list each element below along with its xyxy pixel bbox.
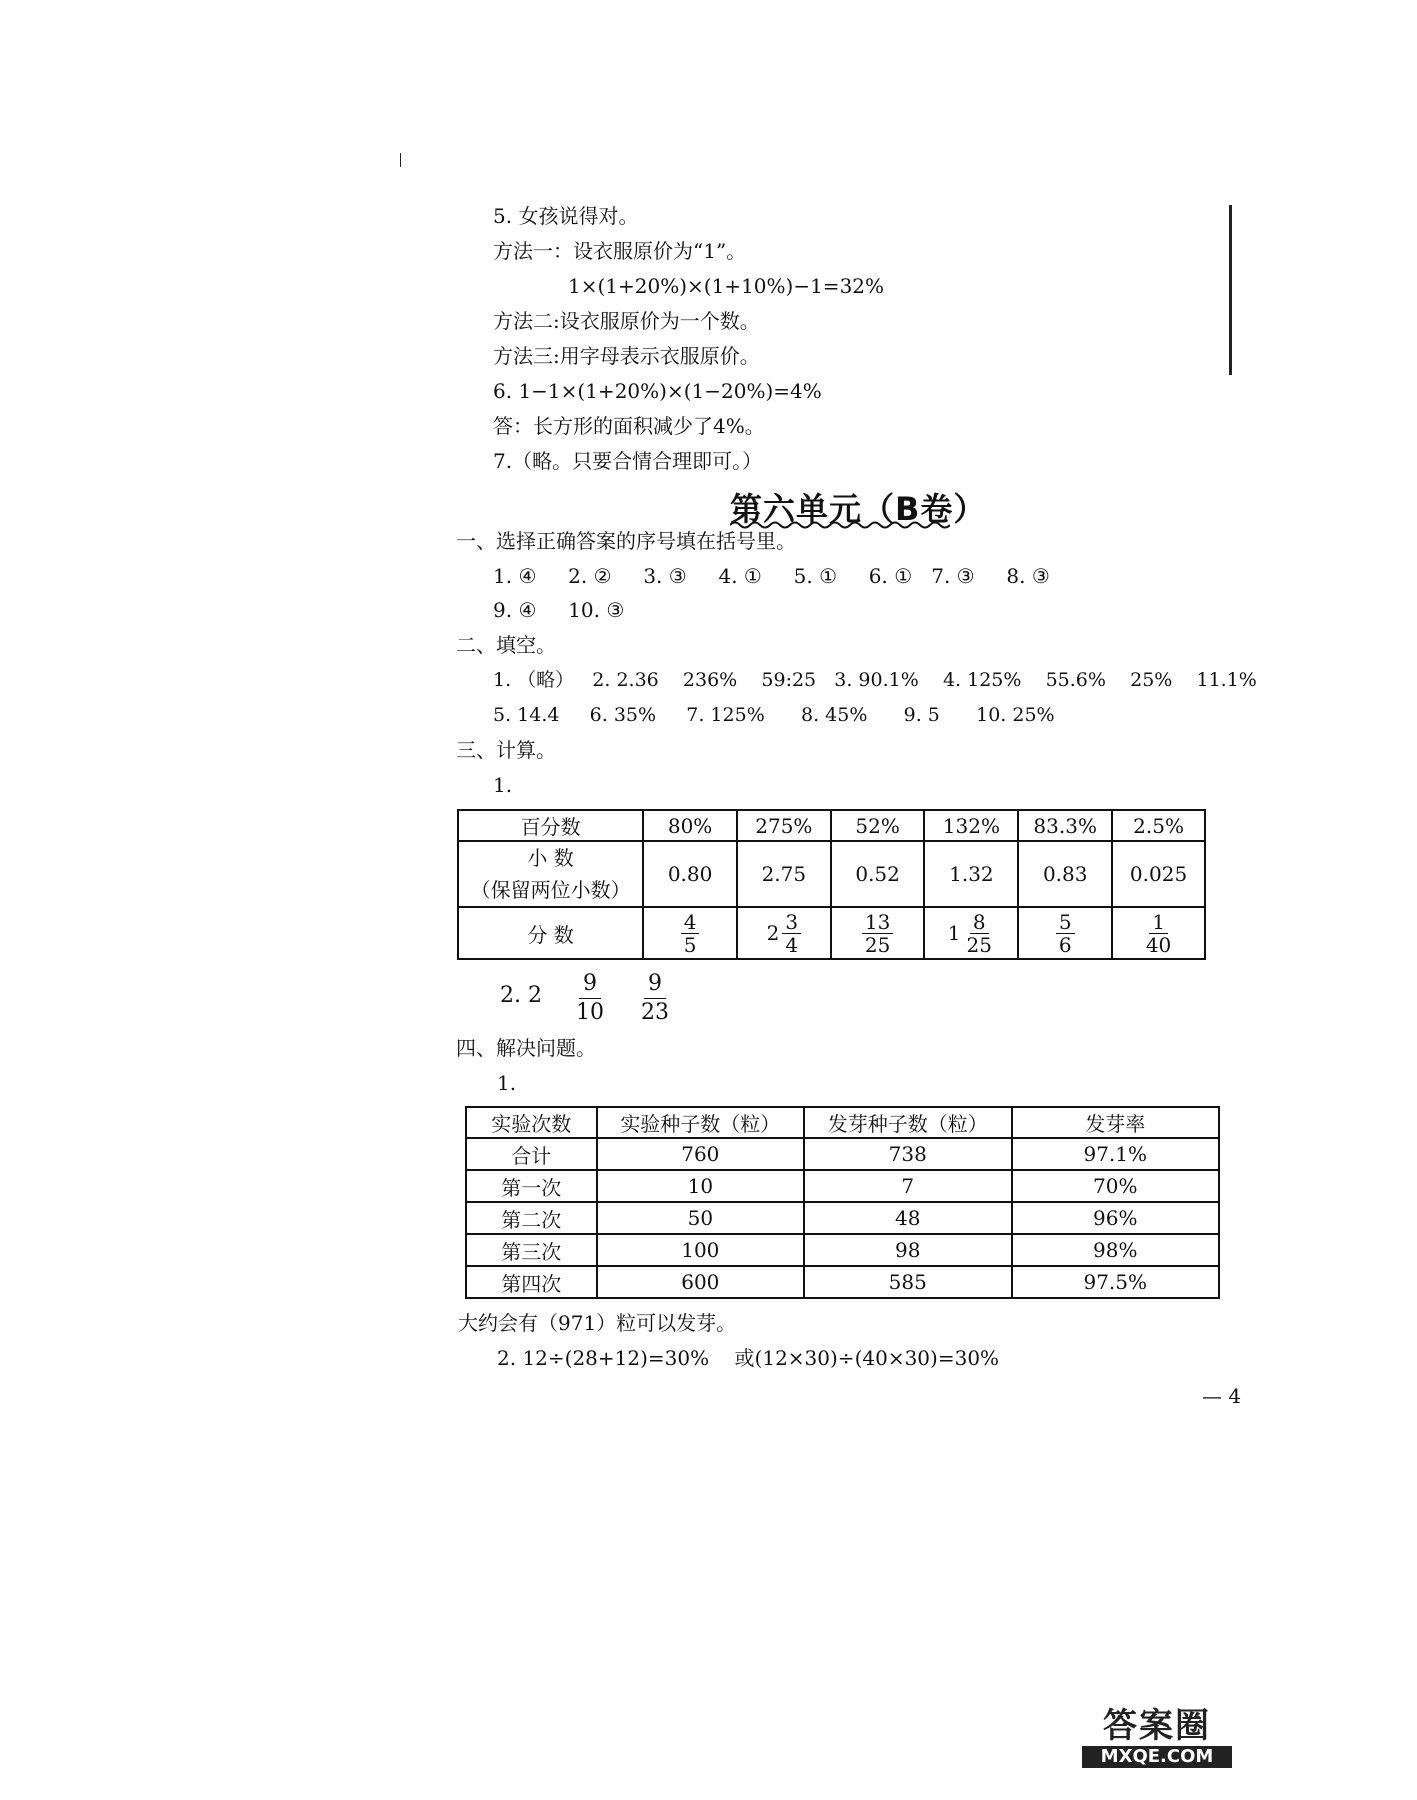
- fraction-denominator: 25: [864, 932, 891, 957]
- header-cell: 发芽率: [1012, 1107, 1220, 1138]
- table-cell: 96%: [1012, 1202, 1220, 1234]
- fraction-denominator: 10: [576, 1000, 604, 1025]
- watermark-bottom: MXQE.COM: [1082, 1746, 1232, 1768]
- decimal-cell: 0.025: [1112, 841, 1205, 907]
- row-label-percent: 百分数: [458, 810, 643, 841]
- fraction-denominator: 6: [1058, 932, 1072, 957]
- percent-cell: 275%: [737, 810, 831, 841]
- part4-q2: 2. 12÷(28+12)=30% 或(12×30)÷(40×30)=30%: [497, 1346, 1000, 1370]
- method2-line: 方法二:设衣服原价为一个数。: [493, 309, 760, 333]
- fraction-whole: 1: [947, 921, 961, 945]
- sub2-fraction-1: [576, 970, 604, 1027]
- fraction-numerator: 8: [970, 911, 989, 934]
- part1-answers-row1: 1. ④ 2. ② 3. ③ 4. ① 5. ① 6. ① 7. ③ 8. ③: [493, 564, 1050, 588]
- decimal-label: 小 数: [527, 846, 574, 870]
- fraction-denominator: 5: [683, 932, 697, 957]
- table-cell: 738: [804, 1138, 1011, 1170]
- q6-line: 6. 1−1×(1+20%)×(1−20%)=4%: [493, 379, 822, 403]
- page-number: — 4: [1202, 1384, 1242, 1408]
- part3-sub1: 1.: [493, 773, 513, 797]
- fraction-cell: [1112, 907, 1205, 959]
- part4-heading: 四、解决问题。: [456, 1036, 596, 1060]
- fraction-cell: [643, 907, 737, 959]
- margin-mark: [400, 153, 401, 167]
- fraction: [964, 911, 995, 956]
- table-cell: 第一次: [466, 1170, 597, 1202]
- decimal-cell: 1.32: [924, 841, 1018, 907]
- percent-cell: 52%: [831, 810, 925, 841]
- part1-answers-row2: 9. ④ 10. ③: [493, 598, 625, 622]
- method3-line: 方法三:用字母表示衣服原价。: [493, 344, 760, 368]
- fraction-denominator: 40: [1145, 932, 1172, 957]
- decimal-cell: 0.83: [1018, 841, 1112, 907]
- fraction-cell: [737, 907, 831, 959]
- decimal-cell: 2.75: [737, 841, 831, 907]
- part3-sub2-label: 2. 2: [500, 983, 542, 1008]
- table-row: [466, 1234, 1219, 1266]
- table-cell: 50: [597, 1202, 804, 1234]
- fraction-numerator: 5: [1056, 911, 1075, 934]
- table-row: [466, 1138, 1219, 1170]
- fraction-denominator: 25: [966, 932, 992, 957]
- table-cell: 585: [804, 1266, 1011, 1298]
- part3-heading: 三、计算。: [456, 738, 556, 762]
- method1-equation: 1×(1+20%)×(1+10%)−1=32%: [568, 274, 885, 298]
- q7-line: 7.（略。只要合情合理即可。）: [493, 449, 763, 473]
- fraction-cell: [1018, 907, 1112, 959]
- sub2-fraction-2: [641, 970, 669, 1027]
- germination-table: [465, 1106, 1220, 1299]
- fraction-whole: 2: [766, 921, 780, 945]
- fraction-numerator: 4: [681, 911, 700, 934]
- table-cell: 97.1%: [1012, 1138, 1220, 1170]
- part2-answers-row1: 1. （略） 2. 2.36 236% 59:25 3. 90.1% 4. 125% 55.6% 25% 11.1%: [493, 669, 1257, 691]
- table-cell: 98: [804, 1234, 1011, 1266]
- fraction-denominator: 4: [785, 932, 799, 957]
- page-edge: [1229, 205, 1232, 375]
- table-cell: 10: [597, 1170, 804, 1202]
- percent-cell: 132%: [924, 810, 1018, 841]
- decimal-cell: 0.80: [643, 841, 737, 907]
- fraction: [1143, 911, 1174, 956]
- table-cell: 48: [804, 1202, 1011, 1234]
- table-cell: 100: [597, 1234, 804, 1266]
- fraction: [862, 911, 893, 956]
- part4-answer: 大约会有（971）粒可以发芽。: [458, 1311, 737, 1335]
- q5-line: 5. 女孩说得对。: [493, 204, 639, 228]
- part2-answers-row2: 5. 14.4 6. 35% 7. 125% 8. 45% 9. 5 10. 25%: [493, 704, 1055, 726]
- table-cell: 第三次: [466, 1234, 597, 1266]
- fraction-cell: [831, 907, 925, 959]
- fraction-numerator: 9: [579, 970, 601, 999]
- percent-cell: 83.3%: [1018, 810, 1112, 841]
- header-cell: 实验种子数（粒）: [597, 1107, 804, 1138]
- table-row: [466, 1202, 1219, 1234]
- part4-sub1: 1.: [497, 1071, 517, 1095]
- row-label-decimal: [458, 841, 643, 907]
- fraction-denominator: 23: [641, 1000, 669, 1025]
- table-cell: 7: [804, 1170, 1011, 1202]
- decimal-label-note: （保留两位小数）: [470, 878, 631, 902]
- table-cell: 97.5%: [1012, 1266, 1220, 1298]
- fraction-numerator: 3: [782, 911, 801, 934]
- fraction-numerator: 1: [1149, 911, 1168, 934]
- header-cell: 发芽种子数（粒）: [804, 1107, 1011, 1138]
- header-cell: 实验次数: [466, 1107, 597, 1138]
- section-title: 第六单元（B卷）: [730, 490, 987, 528]
- fraction: [681, 911, 700, 956]
- watermark-logo: [1082, 1706, 1232, 1768]
- conversion-table: [457, 809, 1206, 960]
- table-cell: 98%: [1012, 1234, 1220, 1266]
- decimal-cell: 0.52: [831, 841, 925, 907]
- watermark-top: 答案圈: [1103, 1706, 1211, 1746]
- part2-heading: 二、填空。: [456, 633, 556, 657]
- table-row: [466, 1266, 1219, 1298]
- table-cell: 70%: [1012, 1170, 1220, 1202]
- part1-heading: 一、选择正确答案的序号填在括号里。: [456, 529, 796, 553]
- row-label-fraction: 分 数: [458, 907, 643, 959]
- fraction-numerator: 9: [644, 970, 666, 999]
- percent-cell: 2.5%: [1112, 810, 1205, 841]
- table-cell: 第二次: [466, 1202, 597, 1234]
- table-row: [466, 1170, 1219, 1202]
- q6-answer: 答：长方形的面积减少了4%。: [493, 414, 765, 438]
- fraction: [1056, 911, 1075, 956]
- fraction-numerator: 13: [862, 911, 893, 934]
- percent-cell: 80%: [643, 810, 737, 841]
- fraction: [782, 911, 801, 956]
- table-cell: 合计: [466, 1138, 597, 1170]
- table-cell: 760: [597, 1138, 804, 1170]
- table-cell: 第四次: [466, 1266, 597, 1298]
- fraction-cell: [924, 907, 1018, 959]
- method1-line: 方法一：设衣服原价为“1”。: [493, 239, 747, 263]
- table-cell: 600: [597, 1266, 804, 1298]
